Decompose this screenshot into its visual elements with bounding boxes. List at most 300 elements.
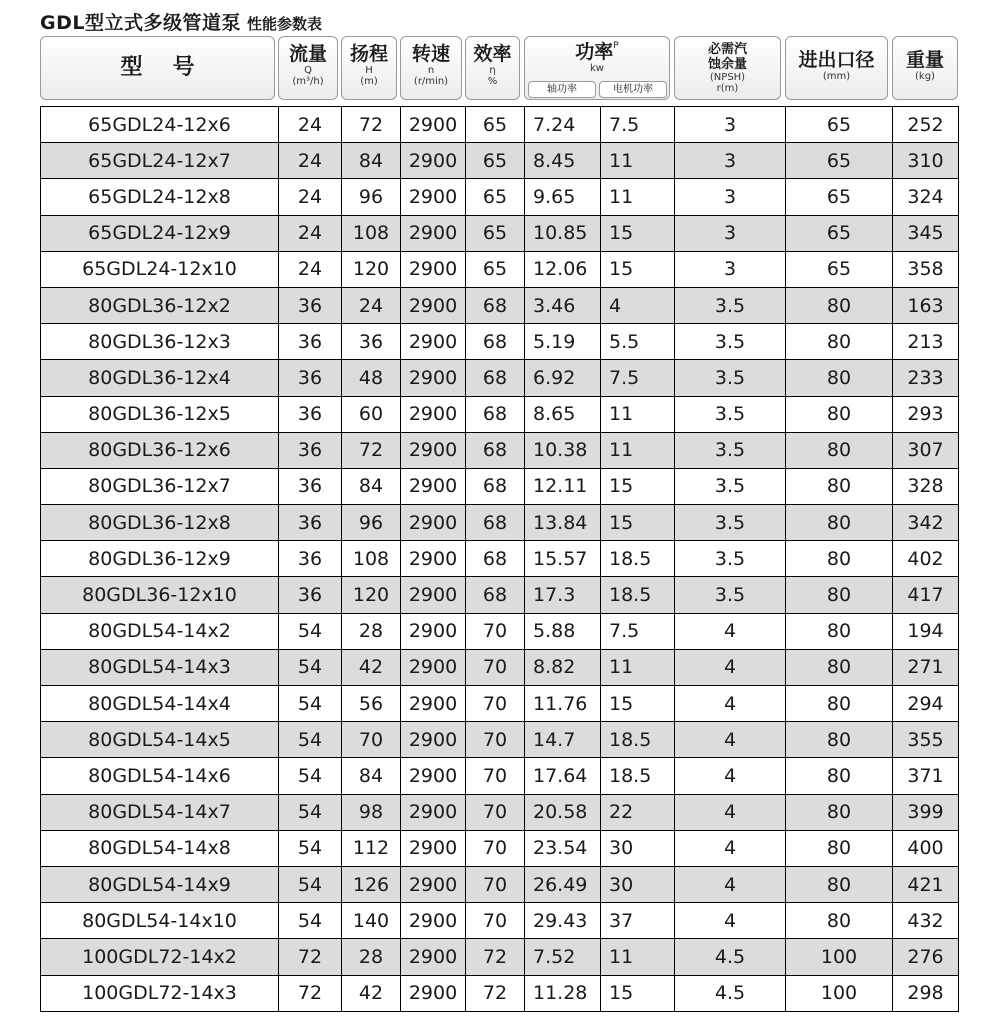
header-npsh — [674, 36, 781, 100]
efficiency-cell: 68 — [466, 287, 525, 323]
header-inlet-label: 进出口径 — [798, 49, 875, 71]
flow-cell: 54 — [279, 613, 342, 649]
efficiency-cell: 70 — [466, 686, 525, 722]
motor-power-cell: 11 — [601, 432, 675, 468]
inlet-cell: 80 — [786, 468, 893, 504]
header-flow-symbol: Q — [304, 65, 312, 76]
efficiency-cell: 68 — [466, 396, 525, 432]
header-npsh-line2: 蚀余量 — [707, 57, 747, 72]
efficiency-cell: 72 — [466, 939, 525, 975]
npsh-cell: 4 — [675, 722, 786, 758]
flow-cell: 24 — [279, 143, 342, 179]
flow-cell: 36 — [279, 360, 342, 396]
head-cell: 24 — [342, 287, 401, 323]
table-row — [41, 903, 959, 939]
motor-power-cell: 15 — [601, 251, 675, 287]
table-row — [41, 505, 959, 541]
shaft-power-cell: 5.88 — [525, 613, 601, 649]
weight-cell: 328 — [893, 468, 959, 504]
header-power-label: 功率 — [575, 41, 614, 63]
head-cell: 60 — [342, 396, 401, 432]
table-row — [41, 577, 959, 613]
efficiency-cell: 72 — [466, 975, 525, 1011]
flow-cell: 54 — [279, 830, 342, 866]
motor-power-cell: 7.5 — [601, 360, 675, 396]
header-power-unit: kw — [590, 63, 604, 74]
head-cell: 56 — [342, 686, 401, 722]
npsh-cell: 3.5 — [675, 432, 786, 468]
motor-power-cell: 11 — [601, 396, 675, 432]
shaft-power-cell: 9.65 — [525, 179, 601, 215]
header-inlet-unit: (mm) — [822, 71, 851, 82]
speed-cell: 2900 — [401, 794, 466, 830]
table-row — [41, 758, 959, 794]
model-cell: 80GDL36-12x4 — [41, 360, 279, 396]
inlet-cell: 80 — [786, 287, 893, 323]
weight-cell: 163 — [893, 287, 959, 323]
table-row — [41, 287, 959, 323]
header-efficiency-unit: % — [487, 76, 498, 87]
motor-power-cell: 11 — [601, 143, 675, 179]
weight-cell: 371 — [893, 758, 959, 794]
table-row — [41, 613, 959, 649]
npsh-cell: 3.5 — [675, 396, 786, 432]
npsh-cell: 3 — [675, 179, 786, 215]
header-weight-label: 重量 — [905, 49, 944, 71]
efficiency-cell: 70 — [466, 866, 525, 902]
table-row — [41, 251, 959, 287]
inlet-cell: 65 — [786, 179, 893, 215]
speed-cell: 2900 — [401, 468, 466, 504]
model-cell: 65GDL24-12x10 — [41, 251, 279, 287]
header-motor-power: 电机功率 — [599, 81, 667, 98]
speed-cell: 2900 — [401, 686, 466, 722]
model-cell: 80GDL54-14x4 — [41, 686, 279, 722]
header-head-symbol: H — [365, 65, 373, 76]
npsh-cell: 3.5 — [675, 360, 786, 396]
head-cell: 28 — [342, 939, 401, 975]
inlet-cell: 80 — [786, 541, 893, 577]
npsh-cell: 4 — [675, 649, 786, 685]
efficiency-cell: 68 — [466, 468, 525, 504]
npsh-cell: 4.5 — [675, 975, 786, 1011]
head-cell: 42 — [342, 649, 401, 685]
header-power — [524, 36, 670, 100]
npsh-cell: 3.5 — [675, 577, 786, 613]
header-head — [341, 36, 397, 100]
header-efficiency-label: 效率 — [473, 43, 512, 65]
shaft-power-cell: 23.54 — [525, 830, 601, 866]
speed-cell: 2900 — [401, 613, 466, 649]
npsh-cell: 4 — [675, 613, 786, 649]
shaft-power-cell: 20.58 — [525, 794, 601, 830]
model-cell: 80GDL54-14x6 — [41, 758, 279, 794]
efficiency-cell: 70 — [466, 722, 525, 758]
shaft-power-cell: 12.11 — [525, 468, 601, 504]
header-model-label: 型号 — [120, 55, 225, 80]
head-cell: 140 — [342, 903, 401, 939]
motor-power-cell: 30 — [601, 866, 675, 902]
flow-cell: 36 — [279, 468, 342, 504]
speed-cell: 2900 — [401, 107, 466, 143]
npsh-cell: 4 — [675, 866, 786, 902]
model-cell: 80GDL36-12x9 — [41, 541, 279, 577]
table-row — [41, 215, 959, 251]
shaft-power-cell: 14.7 — [525, 722, 601, 758]
weight-cell: 345 — [893, 215, 959, 251]
header-npsh-line3: (NPSH) — [709, 72, 746, 83]
speed-cell: 2900 — [401, 577, 466, 613]
npsh-cell: 3.5 — [675, 468, 786, 504]
npsh-cell: 4 — [675, 830, 786, 866]
inlet-cell: 65 — [786, 251, 893, 287]
shaft-power-cell: 3.46 — [525, 287, 601, 323]
flow-cell: 72 — [279, 939, 342, 975]
flow-cell: 36 — [279, 396, 342, 432]
table-row — [41, 396, 959, 432]
model-cell: 65GDL24-12x9 — [41, 215, 279, 251]
header-weight — [892, 36, 958, 100]
header-head-unit: (m) — [360, 76, 378, 87]
npsh-cell: 3 — [675, 143, 786, 179]
flow-cell: 36 — [279, 432, 342, 468]
head-cell: 108 — [342, 541, 401, 577]
npsh-cell: 4 — [675, 686, 786, 722]
efficiency-cell: 70 — [466, 794, 525, 830]
table-row — [41, 649, 959, 685]
shaft-power-cell: 11.28 — [525, 975, 601, 1011]
weight-cell: 293 — [893, 396, 959, 432]
head-cell: 72 — [342, 107, 401, 143]
shaft-power-cell: 6.92 — [525, 360, 601, 396]
shaft-power-cell: 26.49 — [525, 866, 601, 902]
efficiency-cell: 70 — [466, 649, 525, 685]
shaft-power-cell: 7.52 — [525, 939, 601, 975]
table-row — [41, 143, 959, 179]
shaft-power-cell: 11.76 — [525, 686, 601, 722]
model-cell: 80GDL54-14x7 — [41, 794, 279, 830]
flow-cell: 36 — [279, 287, 342, 323]
motor-power-cell: 11 — [601, 939, 675, 975]
weight-cell: 402 — [893, 541, 959, 577]
inlet-cell: 80 — [786, 649, 893, 685]
motor-power-cell: 18.5 — [601, 722, 675, 758]
model-cell: 80GDL36-12x8 — [41, 505, 279, 541]
speed-cell: 2900 — [401, 939, 466, 975]
inlet-cell: 100 — [786, 939, 893, 975]
motor-power-cell: 15 — [601, 975, 675, 1011]
inlet-cell: 80 — [786, 396, 893, 432]
npsh-cell: 3.5 — [675, 541, 786, 577]
inlet-cell: 80 — [786, 866, 893, 902]
table-row — [41, 468, 959, 504]
motor-power-cell: 18.5 — [601, 541, 675, 577]
table-row — [41, 794, 959, 830]
model-cell: 65GDL24-12x6 — [41, 107, 279, 143]
inlet-cell: 80 — [786, 360, 893, 396]
shaft-power-cell: 29.43 — [525, 903, 601, 939]
efficiency-cell: 65 — [466, 251, 525, 287]
weight-cell: 355 — [893, 722, 959, 758]
model-cell: 80GDL36-12x6 — [41, 432, 279, 468]
shaft-power-cell: 5.19 — [525, 324, 601, 360]
header-npsh-line1: 必需汽 — [707, 42, 747, 57]
shaft-power-cell: 8.65 — [525, 396, 601, 432]
motor-power-cell: 18.5 — [601, 577, 675, 613]
npsh-cell: 4 — [675, 794, 786, 830]
model-cell: 80GDL54-14x10 — [41, 903, 279, 939]
motor-power-cell: 15 — [601, 215, 675, 251]
inlet-cell: 80 — [786, 432, 893, 468]
head-cell: 28 — [342, 613, 401, 649]
efficiency-cell: 70 — [466, 903, 525, 939]
weight-cell: 358 — [893, 251, 959, 287]
header-speed-unit: (r/min) — [413, 76, 449, 87]
inlet-cell: 80 — [786, 324, 893, 360]
weight-cell: 399 — [893, 794, 959, 830]
speed-cell: 2900 — [401, 649, 466, 685]
head-cell: 126 — [342, 866, 401, 902]
performance-table — [40, 106, 959, 1012]
head-cell: 108 — [342, 215, 401, 251]
speed-cell: 2900 — [401, 143, 466, 179]
flow-cell: 24 — [279, 251, 342, 287]
header-efficiency — [465, 36, 520, 100]
weight-cell: 194 — [893, 613, 959, 649]
header-power-title — [525, 41, 669, 74]
speed-cell: 2900 — [401, 505, 466, 541]
inlet-cell: 100 — [786, 975, 893, 1011]
table-row — [41, 324, 959, 360]
npsh-cell: 3 — [675, 251, 786, 287]
model-cell: 80GDL36-12x5 — [41, 396, 279, 432]
inlet-cell: 65 — [786, 215, 893, 251]
shaft-power-cell: 10.38 — [525, 432, 601, 468]
shaft-power-cell: 8.82 — [525, 649, 601, 685]
flow-cell: 36 — [279, 505, 342, 541]
npsh-cell: 4.5 — [675, 939, 786, 975]
inlet-cell: 80 — [786, 794, 893, 830]
model-cell: 65GDL24-12x7 — [41, 143, 279, 179]
shaft-power-cell: 17.3 — [525, 577, 601, 613]
efficiency-cell: 68 — [466, 360, 525, 396]
weight-cell: 307 — [893, 432, 959, 468]
model-cell: 100GDL72-14x3 — [41, 975, 279, 1011]
flow-cell: 54 — [279, 722, 342, 758]
table-row — [41, 686, 959, 722]
npsh-cell: 3.5 — [675, 287, 786, 323]
model-cell: 80GDL36-12x2 — [41, 287, 279, 323]
motor-power-cell: 4 — [601, 287, 675, 323]
inlet-cell: 80 — [786, 758, 893, 794]
model-cell: 80GDL54-14x5 — [41, 722, 279, 758]
head-cell: 48 — [342, 360, 401, 396]
shaft-power-cell: 7.24 — [525, 107, 601, 143]
table-row — [41, 866, 959, 902]
speed-cell: 2900 — [401, 360, 466, 396]
flow-cell: 54 — [279, 686, 342, 722]
table-row — [41, 107, 959, 143]
inlet-cell: 80 — [786, 505, 893, 541]
npsh-cell: 4 — [675, 758, 786, 794]
speed-cell: 2900 — [401, 541, 466, 577]
flow-cell: 24 — [279, 107, 342, 143]
shaft-power-cell: 13.84 — [525, 505, 601, 541]
weight-cell: 324 — [893, 179, 959, 215]
shaft-power-cell: 10.85 — [525, 215, 601, 251]
inlet-cell: 80 — [786, 686, 893, 722]
header-power-symbol: P — [613, 41, 619, 51]
head-cell: 84 — [342, 143, 401, 179]
efficiency-cell: 68 — [466, 324, 525, 360]
flow-cell: 54 — [279, 903, 342, 939]
table-row — [41, 179, 959, 215]
title-sub: 性能参数表 — [246, 15, 322, 33]
efficiency-cell: 70 — [466, 758, 525, 794]
inlet-cell: 80 — [786, 722, 893, 758]
flow-cell: 24 — [279, 179, 342, 215]
head-cell: 36 — [342, 324, 401, 360]
title-main: GDL型立式多级管道泵 — [40, 12, 241, 34]
header-flow — [278, 36, 338, 100]
header-npsh-line4: r(m) — [716, 83, 739, 94]
npsh-cell: 4 — [675, 903, 786, 939]
speed-cell: 2900 — [401, 179, 466, 215]
head-cell: 70 — [342, 722, 401, 758]
efficiency-cell: 65 — [466, 143, 525, 179]
head-cell: 84 — [342, 758, 401, 794]
efficiency-cell: 70 — [466, 613, 525, 649]
header-inlet — [785, 36, 888, 100]
flow-cell: 54 — [279, 866, 342, 902]
inlet-cell: 80 — [786, 577, 893, 613]
inlet-cell: 65 — [786, 107, 893, 143]
weight-cell: 233 — [893, 360, 959, 396]
weight-cell: 213 — [893, 324, 959, 360]
table-row — [41, 541, 959, 577]
flow-cell: 36 — [279, 324, 342, 360]
motor-power-cell: 5.5 — [601, 324, 675, 360]
flow-cell: 36 — [279, 541, 342, 577]
efficiency-cell: 65 — [466, 107, 525, 143]
model-cell: 80GDL36-12x3 — [41, 324, 279, 360]
motor-power-cell: 30 — [601, 830, 675, 866]
model-cell: 80GDL54-14x2 — [41, 613, 279, 649]
weight-cell: 271 — [893, 649, 959, 685]
table-body — [41, 107, 959, 1012]
efficiency-cell: 68 — [466, 541, 525, 577]
efficiency-cell: 68 — [466, 432, 525, 468]
motor-power-cell: 15 — [601, 686, 675, 722]
inlet-cell: 80 — [786, 613, 893, 649]
head-cell: 42 — [342, 975, 401, 1011]
model-cell: 80GDL36-12x7 — [41, 468, 279, 504]
motor-power-cell: 18.5 — [601, 758, 675, 794]
motor-power-cell: 15 — [601, 468, 675, 504]
weight-cell: 432 — [893, 903, 959, 939]
head-cell: 120 — [342, 577, 401, 613]
model-cell: 80GDL54-14x3 — [41, 649, 279, 685]
efficiency-cell: 65 — [466, 179, 525, 215]
flow-cell: 54 — [279, 758, 342, 794]
speed-cell: 2900 — [401, 903, 466, 939]
speed-cell: 2900 — [401, 251, 466, 287]
motor-power-cell: 15 — [601, 505, 675, 541]
motor-power-cell: 37 — [601, 903, 675, 939]
flow-cell: 54 — [279, 649, 342, 685]
head-cell: 96 — [342, 505, 401, 541]
weight-cell: 298 — [893, 975, 959, 1011]
header-flow-unit: (m³/h) — [292, 76, 324, 87]
inlet-cell: 65 — [786, 143, 893, 179]
header-model — [40, 36, 275, 100]
table-row — [41, 360, 959, 396]
weight-cell: 276 — [893, 939, 959, 975]
shaft-power-cell: 12.06 — [525, 251, 601, 287]
table-row — [41, 975, 959, 1011]
head-cell: 98 — [342, 794, 401, 830]
motor-power-cell: 11 — [601, 649, 675, 685]
model-cell: 100GDL72-14x2 — [41, 939, 279, 975]
model-cell: 80GDL54-14x9 — [41, 866, 279, 902]
header-speed — [400, 36, 462, 100]
weight-cell: 417 — [893, 577, 959, 613]
weight-cell: 294 — [893, 686, 959, 722]
table-row — [41, 722, 959, 758]
speed-cell: 2900 — [401, 975, 466, 1011]
motor-power-cell: 7.5 — [601, 613, 675, 649]
head-cell: 96 — [342, 179, 401, 215]
efficiency-cell: 70 — [466, 830, 525, 866]
npsh-cell: 3 — [675, 215, 786, 251]
table-row — [41, 939, 959, 975]
motor-power-cell: 11 — [601, 179, 675, 215]
model-cell: 80GDL54-14x8 — [41, 830, 279, 866]
shaft-power-cell: 15.57 — [525, 541, 601, 577]
inlet-cell: 80 — [786, 903, 893, 939]
header-flow-label: 流量 — [288, 43, 327, 65]
efficiency-cell: 68 — [466, 505, 525, 541]
head-cell: 72 — [342, 432, 401, 468]
head-cell: 120 — [342, 251, 401, 287]
page-title — [40, 8, 322, 32]
flow-cell: 54 — [279, 794, 342, 830]
speed-cell: 2900 — [401, 287, 466, 323]
weight-cell: 400 — [893, 830, 959, 866]
header-speed-label: 转速 — [411, 43, 450, 65]
inlet-cell: 80 — [786, 830, 893, 866]
weight-cell: 252 — [893, 107, 959, 143]
table-row — [41, 830, 959, 866]
motor-power-cell: 7.5 — [601, 107, 675, 143]
weight-cell: 342 — [893, 505, 959, 541]
table-row — [41, 432, 959, 468]
speed-cell: 2900 — [401, 324, 466, 360]
speed-cell: 2900 — [401, 830, 466, 866]
header-shaft-power: 轴功率 — [528, 81, 596, 98]
model-cell: 80GDL36-12x10 — [41, 577, 279, 613]
speed-cell: 2900 — [401, 432, 466, 468]
shaft-power-cell: 8.45 — [525, 143, 601, 179]
flow-cell: 24 — [279, 215, 342, 251]
speed-cell: 2900 — [401, 396, 466, 432]
model-cell: 65GDL24-12x8 — [41, 179, 279, 215]
header-efficiency-symbol: η — [489, 65, 496, 76]
speed-cell: 2900 — [401, 866, 466, 902]
npsh-cell: 3.5 — [675, 324, 786, 360]
head-cell: 112 — [342, 830, 401, 866]
weight-cell: 421 — [893, 866, 959, 902]
